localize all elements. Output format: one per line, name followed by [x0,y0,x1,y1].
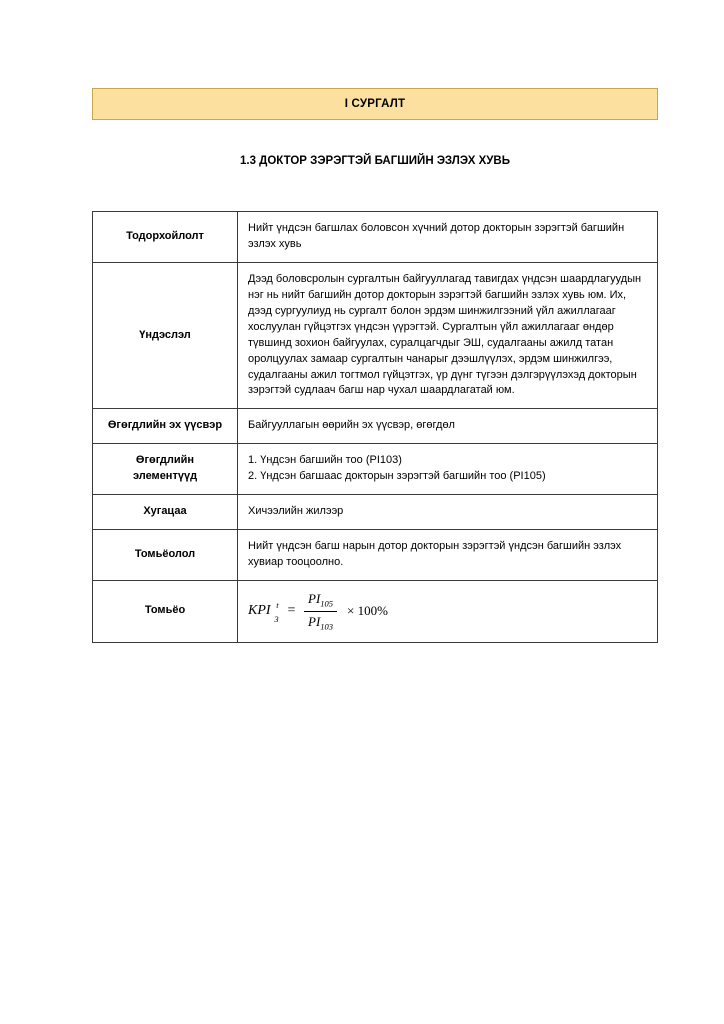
page-title: 1.3 ДОКТОР ЗЭРЭГТЭЙ БАГШИЙН ЭЗЛЭХ ХУВЬ [239,155,510,167]
section-banner [92,88,658,120]
table-row [93,409,658,444]
table-row [93,212,658,263]
formula-multiplier: × 100% [347,602,388,618]
formula-denominator-base: PI [308,613,321,629]
table-row [93,262,658,409]
formula-numerator-sub: 105 [320,598,334,609]
formula-denominator [304,611,337,633]
formula-equals: = [286,603,297,619]
row-value-formula [238,581,658,643]
formula-kpi-symbol [248,600,281,625]
formula-kpi-base: KPI [248,603,271,619]
row-label-definition: Тодорхойлолт [93,212,238,263]
formula-kpi-subscript: 3 [274,614,279,625]
data-element-item-2: 2. Үндсэн багшаас докторын зэрэгтэй багшийн тоо (PI105) [248,470,546,483]
row-value-data-elements [238,444,658,495]
formula-denominator-sub: 103 [320,621,334,632]
row-value-period: Хичээлийн жилээр [238,495,658,530]
row-label-data-source: Өгөгдлийн эх үүсвэр [93,409,238,444]
data-element-item-1: 1. Үндсэн багшийн тоо (PI103) [248,454,402,467]
row-value-rationale: Дээд боловсролын сургалтын байгууллагад тавигдах үндсэн шаардлагуудын нэг нь нийт багшийн дотор докторын зэрэгтэй багшийн эзлэх хувь юм. Их, дээд сургуулиуд нь сургалт болон эрдэм шинжилгээний үйл ажиллагааг хослуулан гүйцэтгэх үндсэн үүрэгтэй. Сургалтын үйл ажиллагааг өндөр түвшинд зохион байгуулах, суралцагчдыг ЭШ, судалгааны ажилд татан оролцуулах замаар сургалтын чанарыг дээшлүүлэх, эрдэм шинжилгээ, судалгааны ажил тогтмол гүйцэтгэх, үр дүнг түгээн дэлгэрүүлэхэд докторын зэрэгтэй судлаач багш нар чухал шаардлагатай юм. [238,262,658,409]
kpi-definition-table [92,211,658,643]
formula-numerator [304,590,337,611]
formula-fraction [304,590,337,633]
row-value-data-source: Байгууллагын өөрийн эх үүсвэр, өгөгдөл [238,409,658,444]
row-label-formulation: Томьёолол [93,530,238,581]
row-label-period: Хугацаа [93,495,238,530]
table-row [93,581,658,643]
table-row [93,530,658,581]
kpi-formula [248,590,388,633]
row-value-definition: Нийт үндсэн багшлах боловсон хүчний дотор докторын зэрэгтэй багшийн эзлэх хувь [238,212,658,263]
row-value-formulation: Нийт үндсэн багш нарын дотор докторын зэрэгтэй үндсэн багшийн эзлэх хувиар тооцоолно. [238,530,658,581]
table-row [93,495,658,530]
row-label-rationale: Үндэслэл [93,262,238,409]
table-row [93,444,658,495]
formula-kpi-superscript: t [276,600,279,611]
section-banner-title: I СУРГАЛТ [344,98,406,110]
formula-numerator-base: PI [308,591,321,606]
row-label-data-elements: Өгөгдлийн элементүүд [93,444,238,495]
row-label-formula: Томьёо [93,581,238,643]
